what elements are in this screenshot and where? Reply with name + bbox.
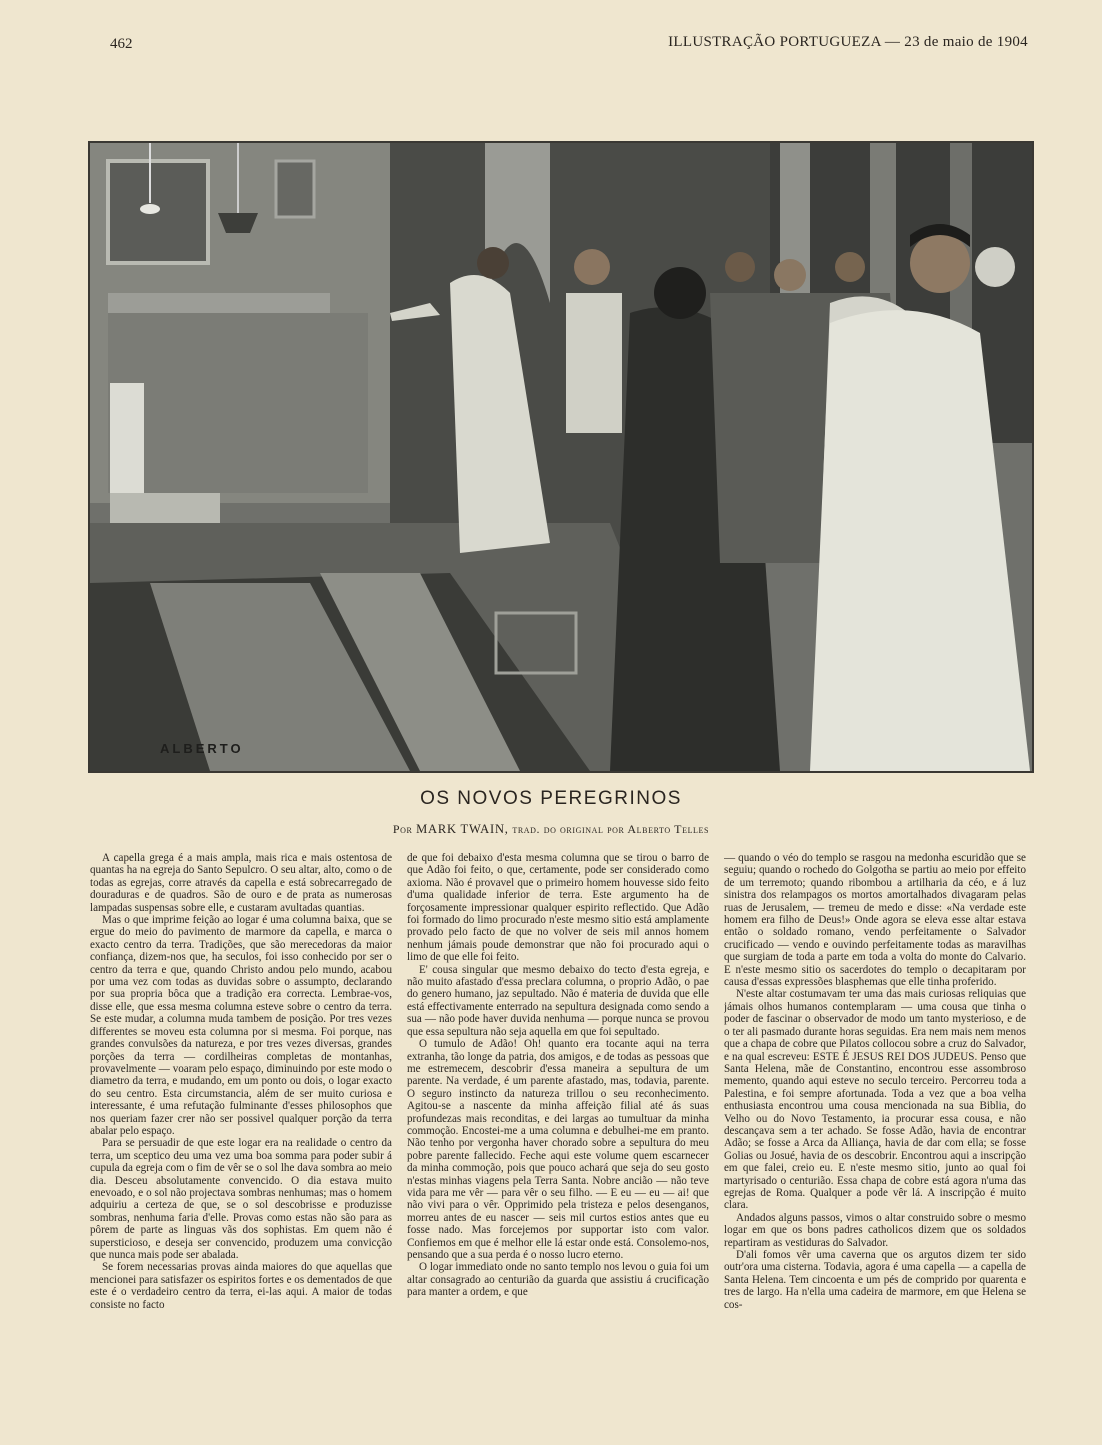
illustration-signature: ALBERTO (160, 741, 244, 756)
paragraph: — quando o véo do templo se rasgou na medonha escuridão que se seguiu; quando o rochedo do Golgotha se partiu ao meio por effeito de um terremoto; quando ribombou a artilharia da céo, e á luz sinistra dos relampagos os mortos amortalhados divagaram pelas ruas de Jerusalem, — tremeu de medo e disse: «Na verdade este homem era filho de Deus!» Onde agora se eleva esse altar estava então o soldado romano, vendo perfeitamente o Salvador crucificado — vendo e ouvindo perfeitamente todas as maravilhas que surgiam de toda a parte em toda a volta do monte do Calvario. E n'este mesmo sitio os sacerdotes do templo o decapitaram por causa d'essas expressões blasphemas que elle tinha proferido. (724, 852, 1026, 989)
byline-author: MARK TWAIN, (416, 822, 509, 836)
running-head: ILLUSTRAÇÃO PORTUGUEZA — 23 de maio de 1904 (668, 34, 1028, 50)
byline-suffix: trad. do original por Alberto Telles (512, 822, 710, 836)
paragraph: de que foi debaixo d'esta mesma columna que se tirou o barro de que Adão foi feito, o que, certamente, pode ser considerado como axioma. Não é provavel que o primeiro homem houvesse sido feito d'uma qualidade inferior de terra. Este argumento ha de forçosamente impressionar qualquer espirito reflectido. Que Adão foi formado do limo procurado n'este mesmo sitio está amplamente provado pelo facto de que no volver de seis mil annos homem nenhum jámais poude demonstrar que não foi procurado aqui o limo de que elle foi feito. (407, 852, 709, 964)
text-column-3 (724, 852, 1026, 1437)
byline-prefix: Por (392, 822, 413, 836)
text-column-2 (407, 852, 709, 1437)
paragraph: N'este altar costumavam ter uma das mais curiosas reliquias que jámais olhos humanos contemplaram — uma cousa que tinha o poder de fascinar o observador de modo um tanto mysterioso, e de o ter ali pasmado durante horas seguidas. Era nem mais nem menos que a chapa de cobre que Pilatos collocou sobre a cruz do Salvador, e na qual escreveu: ESTE É JESUS REI DOS JUDEUS. Penso que Santa Helena, mãe de Constantino, encontrou esse assombroso memento, quando aqui esteve no seculo terceiro. Percorreu toda a Palestina, e foi sempre afortunada. Toda a vez que a boa velha enthusiasta encontrou uma cousa mencionada na sua Biblia, do Velho ou do Novo Testamento, ia procurar essa cousa, e não descançava sem a ter achado. Se fosse Adão, havia de encontrar Adão; se fosse a Arca da Alliança, havia de dar com ella; se fosse Golias ou Josué, havia de os descobrir. Encontrou aqui a inscripção em que falei, creio eu. E n'este mesmo sitio, junto ao qual foi martyrisado o centurião. Essa chapa de cobre está agora n'uma das egrejas de Roma. Qualquer a pode vêr lá. A inscripção é muito clara. (724, 988, 1026, 1212)
paragraph: D'ali fomos vêr uma caverna que os argutos dizem ter sido outr'ora uma cisterna. Todavia, agora é uma capella — a capella de Santa Helena. Tem cincoenta e um pés de comprido por quarenta e tres de largo. Ha n'ella uma cadeira de marmore, em que Helena se cos- (724, 1249, 1026, 1311)
illustration (88, 141, 1034, 773)
paragraph: Se forem necessarias provas ainda maiores do que aquellas que mencionei para satisfazer os espiritos fortes e os dementados de que este é o verdadeiro centro da terra, ei-las aqui. A maior de todas consiste no facto (90, 1261, 392, 1311)
paragraph: A capella grega é a mais ampla, mais rica e mais ostentosa de quantas ha na egreja do Santo Sepulcro. O seu altar, alto, como o de todas as egrejas, corre através da capella e está sobrecarregado de douraduras e de quadros. São de ouro e de prata as numerosas lampadas suspensas sobre elle, e custaram avultadas quantias. (90, 852, 392, 914)
paragraph: O tumulo de Adão! Oh! quanto era tocante aqui na terra extranha, tão longe da patria, dos amigos, e de todas as pessoas que me estremecem, descobrir d'essa maneira a sepultura de um parente. Na verdade, é um parente afastado, mas, todavia, parente. O seguro instincto da natureza trillou o seu reconhecimento. Agitou-se a nascente da minha affeição filial até ás suas profundezas mais reconditas, e dei largas ao tumultuar da minha commoção. Encostei-me a uma columna e debulhei-me em pranto. Não tenho por vergonha haver chorado sobre a sepultura do meu pobre parente fallecido. Feche aqui este volume quem escarnecer da minha commoção, pois que pouco achará que seja do seu gosto n'estas minhas viagens pela Terra Santa. Nobre ancião — não teve vida para me vêr — para vêr o seu filho. — E eu — eu — ai! que não vivi para o vêr. Opprimido pela tristeza e pelos desenganos, morreu antes de eu nascer — seis mil curtos estios antes que eu fosse nado. Mas forcejemos por supportar isto com valor. Confiemos em que é melhor elle lá estar onde está. Consolemo-nos, pensando que a sua perda é o nosso lucro eterno. (407, 1038, 709, 1261)
paragraph: Para se persuadir de que este logar era na realidade o centro da terra, um sceptico deu uma vez uma boa somma para poder subir á cupula da egreja com o fim de vêr se o sol lhe dava sombra ao meio dia. Desceu absolutamente convencido. O dia estava muito enevoado, e o sol não projectava sombras nenhumas; mas o homem adquiriu a certeza de que, se o sol descobrisse e produzisse sombras, nenhuma faria d'elle. Provas como estas não são para as pôrem de parte as linguas vãs dos sophistas. Em quem não é supersticioso, e deseja ser convencido, produzem uma convicção que nunca mais pode ser abalada. (90, 1137, 392, 1261)
paragraph: Andados alguns passos, vimos o altar construido sobre o mesmo logar em que os bons padres catholicos dizem que os soldados repartiram as vestiduras do Salvador. (724, 1211, 1026, 1249)
paragraph: Mas o que imprime feição ao logar é uma columna baixa, que se ergue do meio do pavimento de marmore da capella, e marca o exacto centro da terra. Tradições, que são merecedoras da maior confiança, dizem-nos que, ha seculos, foi isso conhecido por ser o centro da terra e que, quando Christo andou pelo mundo, acabou por uma vez com todas as duvidas sobre o assumpto, declarando por sua propria bôca que a tradição era correcta. Lembrae-vos, disse elle, que essa mesma columna esteve sobre o centro da terra. Se este mudar, a columna muda tambem de posição. Por tres vezes differentes se moveu esta columna por si mesma. Foi porque, nas grandes convulsões da natureza, e por tres vezes diversas, grandes porções da terra — cordilheiras completas de montanhas, provavelmente — voaram pelo espaço, diminuindo por este modo o diametro da terra, e mudando, em um ponto ou dois, o logar exacto do seu centro. Esta circumstancia, além de ser muito curiosa e interessante, é uma refutação fulminante d'esses philosophos que nos queriam fazer crer não ser possivel qualquer porção da terra abalar pelo espaço. (90, 914, 392, 1137)
illustration-drawing (90, 143, 1032, 771)
paragraph: O logar immediato onde no santo templo nos levou o guia foi um altar consagrado ao centurião da guarda que assistiu á crucificação para manter a ordem, e que (407, 1261, 709, 1299)
paragraph: E' cousa singular que mesmo debaixo do tecto d'esta egreja, e não muito afastado d'essa preclara columna, o proprio Adão, o pae do genero humano, jaz sepultado. Não é materia de duvida que elle está effectivamente enterrado na sepultura designada como sendo a sua — não pode haver duvida nenhuma — porque nunca se provou que essa sepultura não seja aquella em que foi sepultado. (407, 963, 709, 1038)
article-byline (0, 822, 1102, 837)
article-title: OS NOVOS PEREGRINOS (420, 788, 682, 809)
text-column-1 (90, 852, 392, 1437)
page-number: 462 (110, 36, 133, 52)
